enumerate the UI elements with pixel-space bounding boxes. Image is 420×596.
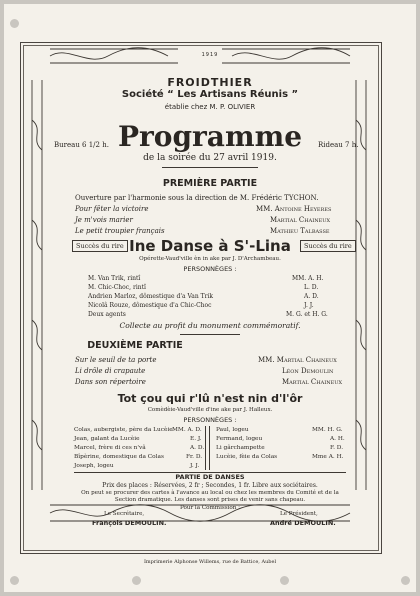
divider — [162, 167, 258, 168]
cast-actor: Mme A. H. — [312, 454, 344, 460]
part1-item: Je m'vois marier — [75, 216, 133, 224]
cast-actor: E. J. — [190, 436, 202, 442]
cast-actor: A. D. — [304, 293, 319, 300]
dance-info: Section dramatique. Les danses sont prises de venir sans chapeau. — [114, 497, 306, 503]
punch-hole — [10, 576, 19, 585]
part2-item: Sur le seuil de ta porte — [75, 356, 157, 364]
cast-actor: M. G. et H. G. — [286, 311, 328, 318]
cast-actor: MM. H. G. — [312, 427, 343, 433]
play1-subtitle: Opérette-Vaud'ville èn in ake par J. D'Archambeau. — [139, 256, 281, 262]
commission-label: Pour la Commission : — [179, 505, 241, 511]
part1-item: Ouverture par l'harmonie sous la direction de M. Frédéric TYCHON. — [75, 194, 319, 202]
cast-actor: J. J. — [304, 302, 314, 309]
date-line: de la soirée du 27 avril 1919. — [143, 153, 277, 163]
cast-column-separator — [205, 426, 210, 470]
part1-item: Pour fêter la victoire — [75, 205, 149, 213]
part1-performer: Mathieu Talbasse — [270, 227, 330, 235]
society-name: Société “ Les Artisans Réunis ” — [121, 89, 299, 100]
part1-performer: MM. Antoine Heyeres — [256, 205, 332, 213]
play2-title: Tot çou qui r'lû n'est nin d'l'ôr — [117, 392, 303, 405]
cast-role: Colas, aubergiste, père da Lucèie — [74, 427, 173, 433]
ticket-prices: Prix des places : Réservées, 2 fr ; Secondes, 1 fr. Libre aux sociétaires. — [102, 482, 318, 489]
success-tag-left: Succès du rire — [72, 240, 128, 252]
punch-hole — [132, 576, 141, 585]
success-tag-right: Succès du rire — [300, 240, 356, 252]
cast-actor: MM. A. H. — [292, 275, 324, 282]
secretary-role: Le Secrétaire, — [104, 511, 145, 517]
cast-role: Marcel, frère di ces n'vâ — [74, 445, 146, 451]
cast-role: Li gârchampette — [216, 445, 265, 451]
cast-role: Paul, logeu — [216, 427, 249, 433]
cast-role: Jean, galant da Lucèie — [74, 436, 140, 442]
part1-performer: Martial Chaineux — [270, 216, 331, 224]
venue-title: FROIDTHIER — [167, 76, 253, 89]
cast-role: Nicolâ Rouze, dômestique d'a Chic-Choc — [88, 302, 212, 309]
dance-info: On peut se procurer des cartes à l'avance au local ou chez les membres du Comité et de la — [81, 490, 339, 496]
play1-cast-heading: PERSONNÈGES : — [183, 265, 237, 273]
part2-performer: Léon Demoulin — [282, 367, 334, 375]
part2-performer: MM. Martial Chaineux — [258, 356, 337, 364]
cast-role: M. Chic-Choc, rintî — [88, 284, 146, 291]
collection-note: Collecte au profit du monument commémoratif. — [119, 321, 301, 330]
cast-role: Bîpèrine, domestique da Colas — [74, 454, 164, 460]
cast-actor: L. D. — [304, 284, 319, 291]
part2-item: Dans son répertoire — [75, 378, 146, 386]
punch-hole — [280, 576, 289, 585]
cast-actor: A. D. — [190, 445, 205, 451]
cast-role: Joseph, logeu — [74, 463, 114, 469]
cast-actor: A. H. — [330, 436, 345, 442]
dance-heading: PARTIE DE DANSES — [175, 473, 245, 481]
part2-performer: Martial Chaineux — [282, 378, 343, 386]
play2-cast-heading: PERSONNÈGES : — [183, 416, 237, 424]
divider — [180, 334, 240, 335]
part2-heading: DEUXIÈME PARTIE — [87, 340, 183, 351]
cast-role: M. Van Trik, rintî — [88, 275, 141, 282]
society-host: établie chez M. P. OLIVIER — [164, 103, 256, 111]
printer-credit: Imprimerie Alphonse Willems, rue de Battice, Aubel — [143, 559, 277, 565]
play1-title: Ine Danse à S'-Lina — [129, 237, 291, 255]
year-label: 1919 — [201, 52, 219, 58]
curtain-time: Rideau 7 h. — [318, 141, 359, 149]
punch-hole — [10, 19, 19, 28]
punch-hole — [401, 576, 410, 585]
cast-actor: Fr. D. — [186, 454, 203, 460]
cast-role: Fermand, logeu — [216, 436, 263, 442]
cast-role: Deux agents — [88, 311, 126, 318]
cast-role: Andrien Marloz, dômestique d'a Van Trik — [88, 293, 214, 300]
play2-subtitle: Comèdèie-Vaud'ville d'ine ake par J. Halleux. — [147, 407, 273, 413]
page-title: Programme — [117, 120, 303, 153]
office-time: Bureau 6 1/2 h. — [54, 141, 109, 149]
cast-role: Lucèie, fèie da Colas — [216, 454, 278, 460]
cast-actor: F. D. — [330, 445, 344, 451]
president-role: Le Président, — [280, 511, 318, 517]
president-name: André DEMOULIN. — [270, 519, 336, 527]
cast-actor: J. J. — [190, 463, 200, 469]
cast-actor: MM. A. D. — [172, 427, 202, 433]
part1-item: Le petit troupier français — [75, 227, 165, 235]
part1-heading: PREMIÈRE PARTIE — [162, 178, 258, 189]
secretary-name: François DEMOULIN. — [92, 519, 167, 527]
part2-item: Li drôle di crapaute — [75, 367, 146, 375]
